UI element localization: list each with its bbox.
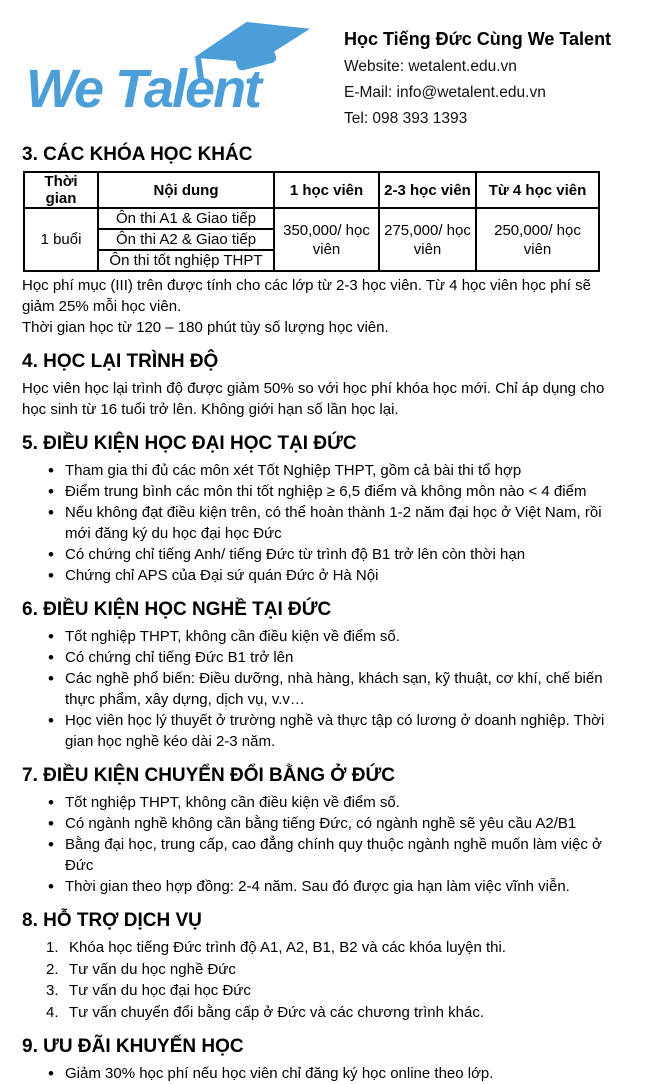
list-item: • Tham gia thi đủ các môn xét Tốt Nghiệp THPT, gồm cả bài thi tổ hợp [46, 460, 622, 481]
section8-heading: 8. HỖ TRỢ DỊCH VỤ [22, 910, 202, 931]
list-item: • Có chứng chỉ tiếng Đức B1 trở lên [46, 647, 622, 668]
item-text: Tư vấn du học đại học Đức [69, 982, 251, 999]
note-duration: Thời gian học từ 120 – 180 phút tùy số lượng học viên. [22, 319, 389, 336]
note-fee: Học phí mục (III) trên được tính cho các lớp từ 2-3 học viên. Từ 4 học viên học phí sẽ giảm 25% mỗi học viên. [22, 277, 591, 315]
section9-heading: 9. ƯU ĐÃI KHUYẾN HỌC [22, 1036, 244, 1057]
item-number: 3. [46, 982, 59, 999]
section6-heading: 6. ĐIỀU KIỆN HỌC NGHỀ TẠI ĐỨC [22, 599, 332, 620]
price-cell-1: 350,000/ học viên [274, 208, 379, 271]
section8-numbered-list [22, 937, 622, 1023]
section4-body: Học viên học lại trình độ được giảm 50% so với học phí khóa học mới. Chỉ áp dụng cho học sinh từ 16 tuổi trở lên. Không giới hạn số lần học lại. [22, 380, 605, 418]
list-item [46, 980, 622, 1002]
item-text: Tư vấn du học nghề Đức [69, 960, 236, 978]
list-item: • Chứng chỉ APS của Đại sứ quán Đức ở Hà Nội [46, 565, 622, 586]
section4-heading: 4. HỌC LẠI TRÌNH ĐỘ [22, 351, 219, 372]
table-row [24, 208, 599, 229]
header [22, 18, 622, 130]
item-text: Khóa học tiếng Đức trình độ A1, A2, B1, B2 và các khóa luyện thi. [69, 939, 506, 956]
email-line: E-Mail: info@wetalent.edu.vn [344, 84, 546, 101]
col-header-4plus-students: Từ 4 học viên [476, 172, 599, 208]
col-header-1-student: 1 học viên [274, 172, 379, 208]
list-item: • Nếu không đạt điều kiện trên, có thể hoàn thành 1-2 năm đại học ở Việt Nam, rồi mới đăng ký du học đại học Đức [46, 502, 622, 544]
contact-block [344, 18, 611, 132]
list-item [46, 1002, 622, 1024]
content-cell-a1: Ôn thi A1 & Giao tiếp [98, 208, 274, 229]
item-number: 4. [46, 1003, 59, 1021]
list-item: • Điểm trung bình các môn thi tốt nghiệp ≥ 6,5 điểm và không môn nào < 4 điểm [46, 481, 622, 502]
list-item: • Các nghề phổ biến: Điều dưỡng, nhà hàng, khách sạn, kỹ thuật, cơ khí, chế biến thực phẩm, xây dựng, dịch vụ, v.v… [46, 668, 622, 710]
section9-bullet-list [22, 1063, 622, 1084]
section7-bullet-list [22, 792, 622, 897]
section6-bullet-list [22, 626, 622, 752]
col-header-duration: Thời gian [24, 172, 98, 208]
section5-bullet-list [22, 460, 622, 586]
tel-line: Tel: 098 393 1393 [344, 110, 468, 127]
section5-heading: 5. ĐIỀU KIỆN HỌC ĐẠI HỌC TẠI ĐỨC [22, 433, 357, 454]
content-cell-a2: Ôn thi A2 & Giao tiếp [98, 229, 274, 250]
table-notes [22, 275, 622, 338]
section7-heading: 7. ĐIỀU KIỆN CHUYỂN ĐỔI BẰNG Ở ĐỨC [22, 765, 395, 786]
list-item: • Học viên học lý thuyết ở trường nghề và thực tập có lương ở doanh nghiệp. Thời gian học nghề kéo dài 2-3 năm. [46, 710, 622, 752]
price-cell-2-3: 275,000/ học viên [379, 208, 476, 271]
list-item [46, 959, 622, 981]
list-item: • Thời gian theo hợp đồng: 2-4 năm. Sau đó được gia hạn làm việc vĩnh viễn. [46, 876, 622, 897]
website-line: Website: wetalent.edu.vn [344, 58, 517, 75]
item-text: Tư vấn chuyển đổi bằng cấp ở Đức và các chương trình khác. [69, 1003, 485, 1021]
list-item: • Giảm 30% học phí nếu học viên chỉ đăng ký học online theo lớp. [46, 1063, 622, 1084]
col-header-2-3-students: 2-3 học viên [379, 172, 476, 208]
logo-wordmark: We Talent [26, 59, 261, 119]
list-item: • Tốt nghiệp THPT, không cần điều kiện về điểm số. [46, 626, 622, 647]
duration-cell: 1 buổi [24, 208, 98, 271]
price-cell-4plus: 250,000/ học viên [476, 208, 599, 271]
header-title: Học Tiếng Đức Cùng We Talent [344, 29, 612, 49]
item-number: 1. [46, 939, 59, 956]
table-header-row [24, 172, 599, 208]
list-item [46, 937, 622, 959]
course-price-table [23, 171, 600, 272]
col-header-content: Nội dung [98, 172, 274, 208]
list-item: • Bằng đại học, trung cấp, cao đẳng chính quy thuộc ngành nghề muốn làm việc ở Đức [46, 834, 622, 876]
section3-heading: 3. CÁC KHÓA HỌC KHÁC [22, 144, 253, 165]
item-number: 2. [46, 960, 59, 978]
content-cell-thpt: Ôn thi tốt nghiệp THPT [98, 250, 274, 271]
we-talent-logo [22, 18, 344, 122]
list-item: • Có chứng chỉ tiếng Anh/ tiếng Đức từ trình độ B1 trở lên còn thời hạn [46, 544, 622, 565]
list-item: • Có ngành nghề không cần bằng tiếng Đức, có ngành nghề sẽ yêu cầu A2/B1 [46, 813, 622, 834]
list-item: • Tốt nghiệp THPT, không cần điều kiện về điểm số. [46, 792, 622, 813]
